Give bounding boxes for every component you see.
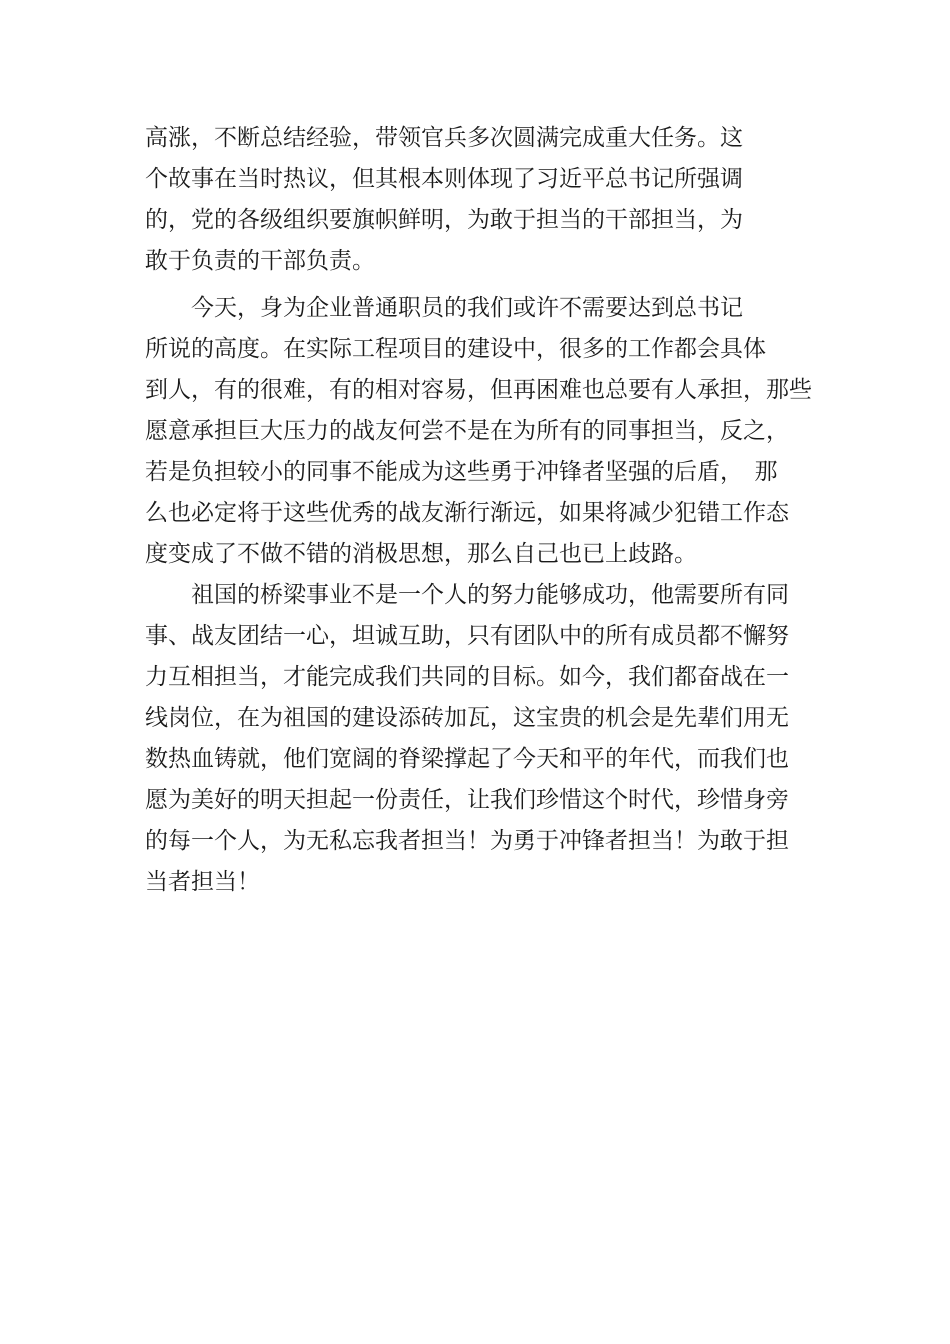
text-line: 若是负担较小的同事不能成为这些勇于冲锋者坚强的后盾， 那 bbox=[145, 459, 778, 485]
text-line: 事、战友团结一心，坦诚互助，只有团队中的所有成员都不懈努 bbox=[145, 623, 789, 649]
text-line: 敢于负责的干部负责。 bbox=[145, 248, 375, 274]
body-text bbox=[145, 118, 815, 903]
paragraph-3 bbox=[145, 575, 815, 903]
text-line: 线岗位，在为祖国的建设添砖加瓦，这宝贵的机会是先辈们用无 bbox=[145, 705, 789, 731]
text-line: 当者担当！ bbox=[145, 869, 260, 895]
text-line: 所说的高度。在实际工程项目的建设中，很多的工作都会具体 bbox=[145, 336, 766, 362]
text-line: 力互相担当，才能完成我们共同的目标。如今，我们都奋战在一 bbox=[145, 664, 789, 690]
text-line: 今天，身为企业普通职员的我们或许不需要达到总书记 bbox=[145, 295, 743, 321]
text-line: 的，党的各级组织要旗帜鲜明，为敢于担当的干部担当，为 bbox=[145, 207, 743, 233]
text-line: 高涨，不断总结经验，带领官兵多次圆满完成重大任务。这 bbox=[145, 125, 743, 151]
text-line: 的每一个人，为无私忘我者担当！为勇于冲锋者担当！为敢于担 bbox=[145, 828, 789, 854]
text-line: 么也必定将于这些优秀的战友渐行渐远，如果将减少犯错工作态 bbox=[145, 500, 789, 526]
paragraph-1 bbox=[145, 118, 815, 282]
paragraph-2 bbox=[145, 288, 815, 575]
text-line: 愿为美好的明天担起一份责任，让我们珍惜这个时代，珍惜身旁 bbox=[145, 787, 789, 813]
text-line: 数热血铸就，他们宽阔的脊梁撑起了今天和平的年代，而我们也 bbox=[145, 746, 789, 772]
text-line: 愿意承担巨大压力的战友何尝不是在为所有的同事担当，反之， bbox=[145, 418, 789, 444]
text-line: 到人，有的很难，有的相对容易，但再困难也总要有人承担，那些 bbox=[145, 377, 812, 403]
text-line: 度变成了不做不错的消极思想，那么自己也已上歧路。 bbox=[145, 541, 697, 567]
text-line: 祖国的桥梁事业不是一个人的努力能够成功，他需要所有同 bbox=[145, 582, 789, 608]
text-line: 个故事在当时热议，但其根本则体现了习近平总书记所强调 bbox=[145, 166, 743, 192]
